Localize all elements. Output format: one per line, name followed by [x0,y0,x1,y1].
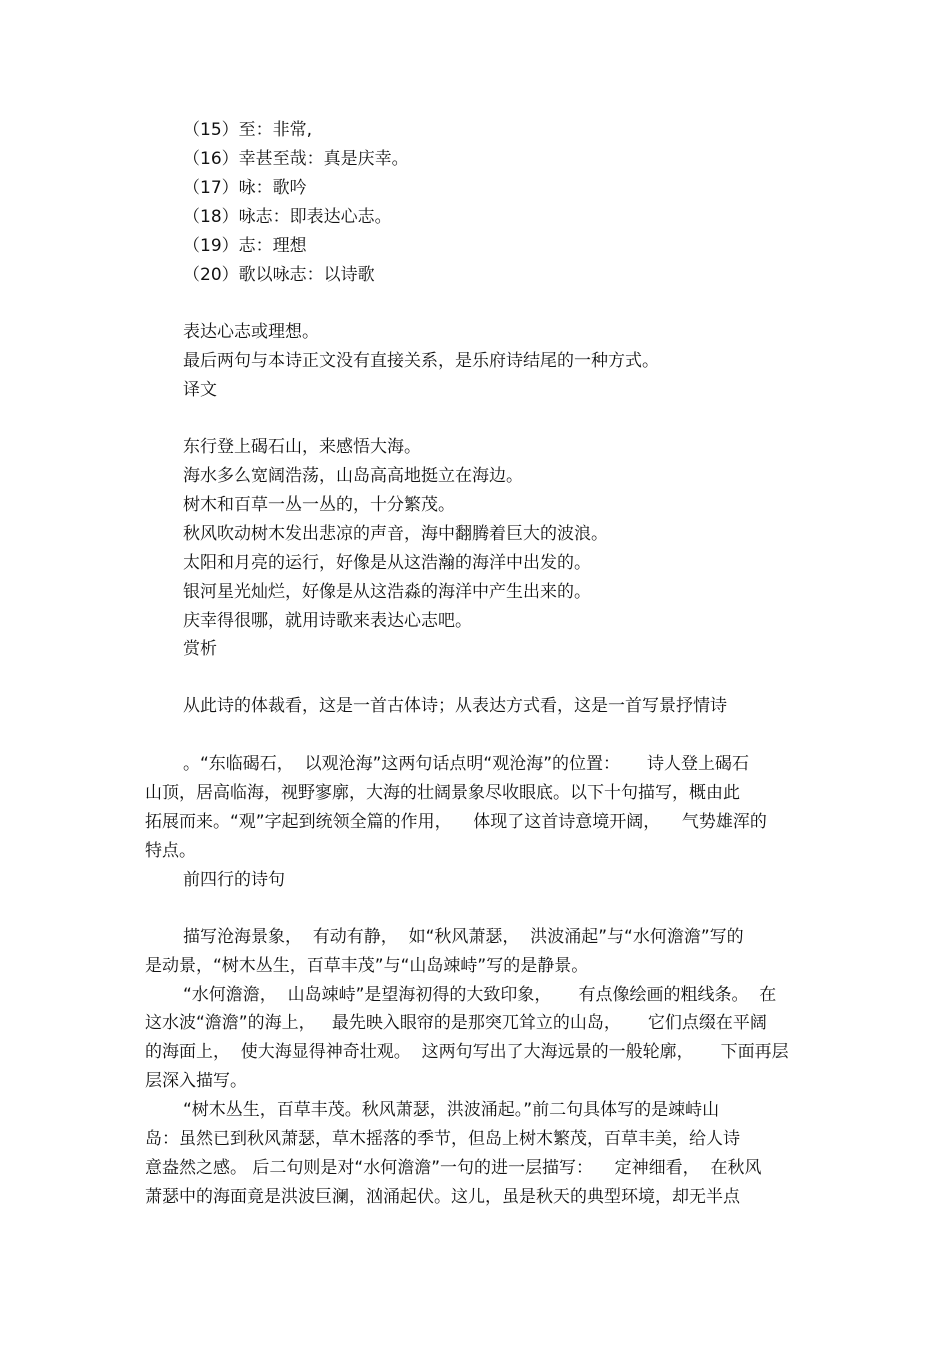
paragraph-line: “水何澹澹， 山岛竦峙”是望海初得的大致印象， 有点像绘画的粗线条。 在 [183,985,777,1005]
paragraph-line: 。“东临碣石， 以观沧海”这两句话点明“观沧海”的位置： 诗人登上碣石 [183,754,750,774]
paragraph-line: 层深入描写。 [145,1071,247,1091]
note-18: （18）咏志：即表达心志。 [183,207,392,227]
paragraph-line: 是动景，“树木丛生，百草丰茂”与“山岛竦峙”写的是静景。 [145,956,589,976]
paragraph-line: 特点。 [145,841,196,861]
appreciation-heading: 赏析 [183,639,217,659]
paragraph-line: 意盎然之感。 后二句则是对“水何澹澹”一句的进一层描写： 定神细看， 在秋风 [145,1158,762,1178]
translation-line: 银河星光灿烂，好像是从这浩淼的海洋中产生出来的。 [183,582,591,602]
paragraph-line: 描写沧海景象， 有动有静， 如“秋风萧瑟， 洪波涌起”与“水何澹澹”写的 [183,927,744,947]
note-20: （20）歌以咏志：以诗歌 [183,265,375,285]
subheading: 前四行的诗句 [183,870,285,890]
note-tail-1: 表达心志或理想。 [183,322,319,342]
note-tail-2: 最后两句与本诗正文没有直接关系，是乐府诗结尾的一种方式。 [183,351,659,371]
paragraph-line: 拓展而来。“观”字起到统领全篇的作用， 体现了这首诗意境开阔， 气势雄浑的 [145,812,767,832]
translation-line: 庆幸得很哪，就用诗歌来表达心志吧。 [183,611,472,631]
translation-line: 太阳和月亮的运行，好像是从这浩瀚的海洋中出发的。 [183,553,591,573]
note-16: （16）幸甚至哉：真是庆幸。 [183,149,409,169]
paragraph-line: “树木丛生，百草丰茂。秋风萧瑟，洪波涌起。”前二句具体写的是竦峙山 [183,1100,720,1120]
note-17: （17）咏：歌吟 [183,178,307,198]
translation-line: 树木和百草一丛一丛的，十分繁茂。 [183,495,455,515]
appreciation-intro: 从此诗的体裁看，这是一首古体诗；从表达方式看，这是一首写景抒情诗 [183,696,727,716]
paragraph-line: 的海面上， 使大海显得神奇壮观。 这两句写出了大海远景的一般轮廓， 下面再层 [145,1042,789,1062]
paragraph-line: 萧瑟中的海面竟是洪波巨澜，汹涌起伏。这儿，虽是秋天的典型环境，却无半点 [145,1187,740,1207]
translation-heading: 译文 [183,380,217,400]
translation-line: 海水多么宽阔浩荡，山岛高高地挺立在海边。 [183,466,523,486]
paragraph-line: 岛：虽然已到秋风萧瑟，草木摇落的季节，但岛上树木繁茂，百草丰美，给人诗 [145,1129,740,1149]
note-15: （15）至：非常, [183,120,313,140]
paragraph-line: 这水波“澹澹”的海上， 最先映入眼帘的是那突兀耸立的山岛， 它们点缀在平阔 [145,1013,767,1033]
translation-line: 秋风吹动树木发出悲凉的声音，海中翻腾着巨大的波浪。 [183,524,608,544]
paragraph-line: 山顶，居高临海，视野寥廓，大海的壮阔景象尽收眼底。以下十句描写，概由此 [145,783,740,803]
translation-line: 东行登上碣石山，来感悟大海。 [183,437,421,457]
note-19: （19）志：理想 [183,236,307,256]
